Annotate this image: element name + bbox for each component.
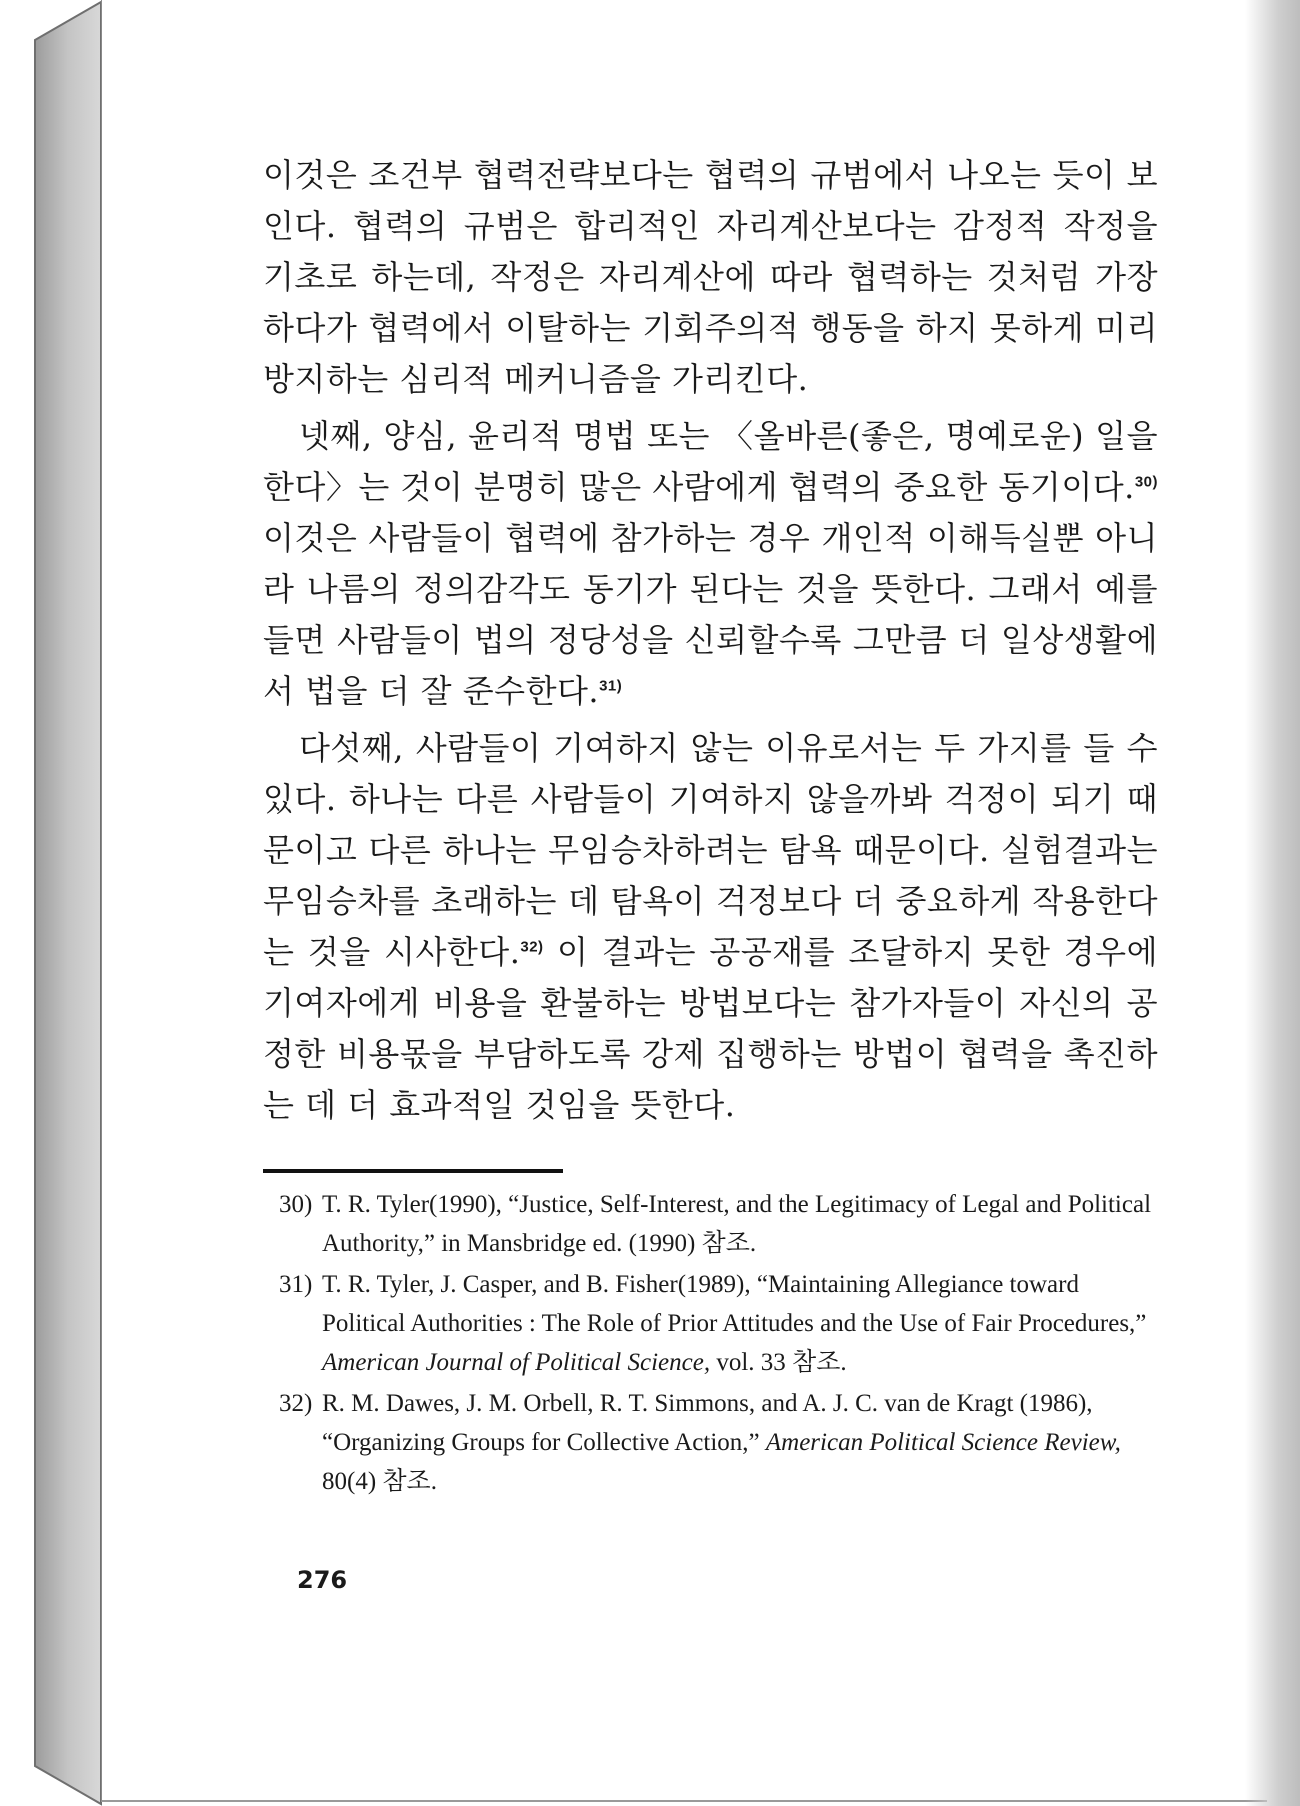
footnote-ref-30[interactable]: 30) (1134, 473, 1158, 491)
footnote-32 (263, 1384, 1158, 1501)
paragraph-3-text-cont: 이 결과는 공공재를 조달하지 못한 경우에 기여자에게 비용을 환불하는 방법보다는 참가자들이 자신의 공정한 비용몫을 부담하도록 강제 집행하는 방법이 협력을 촉진하는 데 더 효과적일 것임을 뜻한다. (263, 933, 1158, 1124)
paragraph-1-text: 이것은 조건부 협력전략보다는 협력의 규범에서 나오는 듯이 보인다. 협력의 규범은 합리적인 자리계산보다는 감정적 작정을 기초로 하는데, 작정은 자리계산에 따라 협력하는 것처럼 가장하다가 협력에서 이탈하는 기회주의적 행동을 하지 못하게 미리 방지하는 심리적 메커니즘을 가리킨다. (263, 156, 1158, 398)
paragraph-2-text-cont: 이것은 사람들이 협력에 참가하는 경우 개인적 이해득실뿐 아니라 나름의 정의감각도 동기가 된다는 것을 뜻한다. 그래서 예를 들면 사람들이 법의 정당성을 신뢰할수록 그만큼 더 일상생활에서 법을 더 잘 준수한다. (263, 519, 1158, 710)
footnote-number: 30) (279, 1191, 313, 1218)
footnote-journal-title: American Political Science Review, (765, 1429, 1121, 1456)
footnote-number: 32) (279, 1390, 313, 1417)
footnote-text-end: 80(4) 참조. (322, 1468, 437, 1495)
footnote-divider (263, 1169, 563, 1173)
footnote-list (263, 1185, 1158, 1501)
paragraph-2 (263, 411, 1158, 717)
footnote-text: R. M. Dawes, J. M. Orbell, R. T. Simmons, and A. J. C. van de Kragt (1986), “Organizing Groups for Collective Action,” (322, 1390, 1093, 1456)
footnote-text: T. R. Tyler, J. Casper, and B. Fisher(1989), “Maintaining Allegiance toward Political Authorities : The Role of Prior Attitudes and the Use of Fair Procedures,” (322, 1271, 1147, 1337)
paragraph-3 (263, 723, 1158, 1131)
paragraph-1 (263, 150, 1158, 405)
page-content (263, 150, 1158, 1503)
footnote-journal-title: American Journal of Political Science, (322, 1349, 711, 1376)
page-number: 276 (297, 1566, 348, 1594)
footnote-ref-31[interactable]: 31) (599, 677, 623, 695)
footnote-31 (263, 1265, 1158, 1382)
paragraph-3-text: 다섯째, 사람들이 기여하지 않는 이유로서는 두 가지를 들 수 있다. 하나는 다른 사람들이 기여하지 않을까봐 걱정이 되기 때문이고 다른 하나는 무임승차하려는 탐욕 때문이다. 실험결과는 무임승차를 초래하는 데 탐욕이 걱정보다 더 중요하게 작용한다는 것을 시사한다. (263, 729, 1158, 971)
footnote-30 (263, 1185, 1158, 1263)
page-right-shadow (1245, 0, 1300, 1806)
paragraph-2-text: 넷째, 양심, 윤리적 명법 또는 〈올바른(좋은, 명예로운) 일을 한다〉는 것이 분명히 많은 사람에게 협력의 중요한 동기이다. (263, 417, 1158, 506)
footnote-number: 31) (279, 1271, 313, 1298)
footnote-text: T. R. Tyler(1990), “Justice, Self-Interest, and the Legitimacy of Legal and Political Authority,” in Mansbridge ed. (1990) 참조. (322, 1191, 1152, 1257)
footnote-ref-32[interactable]: 32) (520, 938, 544, 956)
footnote-text-end: vol. 33 참조. (710, 1349, 847, 1376)
